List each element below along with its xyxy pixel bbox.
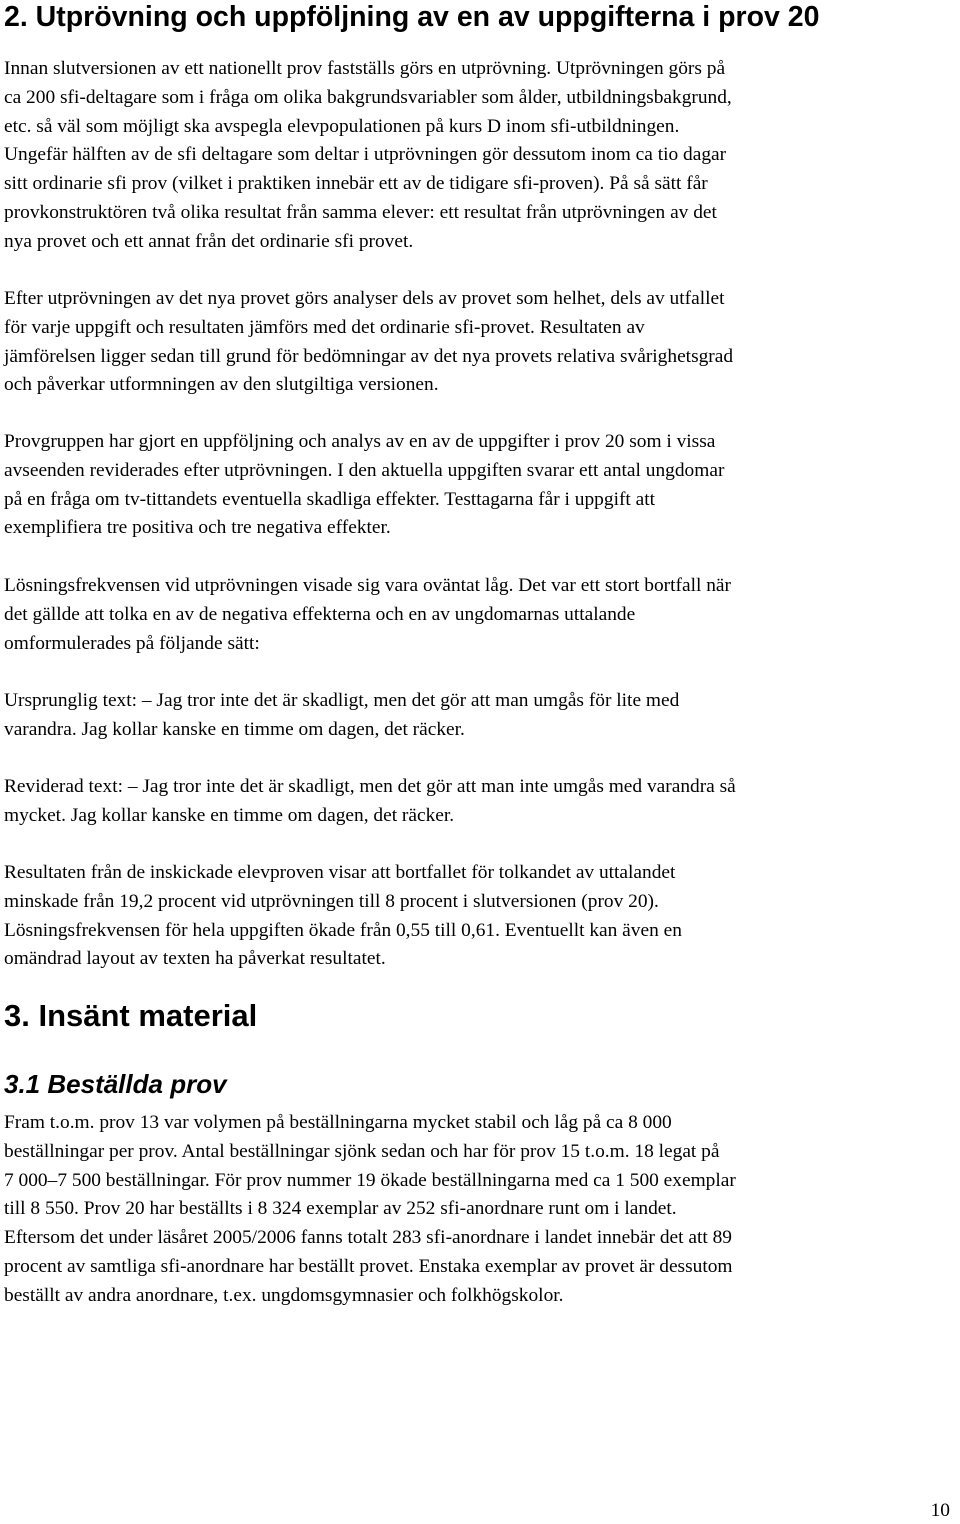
text-line: Innan slutversionen av ett nationellt prov fastställs görs en utprövning. Utprövningen görs på bbox=[4, 58, 726, 79]
text-line: omändrad layout av texten ha påverkat resultatet. bbox=[4, 948, 386, 970]
text-line: avseenden reviderades efter utprövningen. I den aktuella uppgiften svarar ett antal ungdomar bbox=[4, 459, 725, 481]
text-line: Eftersom det under läsåret 2005/2006 fanns totalt 283 sfi-anordnare i landet innebär det att 89 bbox=[4, 1227, 733, 1249]
text-line: mycket. Jag kollar kanske en timme om dagen, det räcker. bbox=[4, 804, 455, 826]
section-3-heading: 3. Insänt material bbox=[4, 998, 258, 1033]
section-2-heading: 2. Utprövning och uppföljning av en av uppgifterna i prov 20 bbox=[4, 1, 820, 33]
text-line: beställt av andra anordnare, t.ex. ungdomsgymnasier och folkhögskolor. bbox=[4, 1284, 564, 1306]
text-line: för varje uppgift och resultaten jämförs med det ordinarie sfi-provet. Resultaten av bbox=[4, 316, 645, 338]
text-line: på en fråga om tv-tittandets eventuella skadliga effekter. Testtagarna får i uppgift att bbox=[4, 488, 656, 510]
text-line: det gällde att tolka en av de negativa effekterna och en av ungdomarnas uttalande bbox=[4, 603, 636, 625]
section-3-1-heading: 3.1 Beställda prov bbox=[4, 1069, 227, 1099]
text-line: Reviderad text: – Jag tror inte det är skadligt, men det gör att man inte umgås med varandra så bbox=[4, 776, 736, 797]
text-line: ca 200 sfi-deltagare som i fråga om olika bakgrundsvariabler som ålder, utbildningsbakgrund, bbox=[4, 86, 732, 108]
text-line: Lösningsfrekvensen för hela uppgiften ökade från 0,55 till 0,61. Eventuellt kan även en bbox=[4, 919, 682, 941]
text-line: minskade från 19,2 procent vid utprövningen till 8 procent i slutversionen (prov 20). bbox=[4, 890, 659, 912]
text-line: 7 000–7 500 beställningar. För prov nummer 19 ökade beställningarna med ca 1 500 exemplar bbox=[4, 1169, 736, 1191]
text-line: Provgruppen har gjort en uppföljning och analys av en av de uppgifter i prov 20 som i vissa bbox=[4, 431, 716, 452]
revised-text-quote bbox=[4, 773, 954, 831]
section-2-paragraph-7 bbox=[4, 859, 954, 974]
section-2-paragraph-2 bbox=[4, 285, 954, 400]
original-text-quote bbox=[4, 687, 954, 745]
text-line: provkonstruktören två olika resultat från samma elever: ett resultat från utprövningen av det bbox=[4, 201, 717, 223]
text-line: nya provet och ett annat från det ordinarie sfi provet. bbox=[4, 230, 414, 252]
text-line: exemplifiera tre positiva och tre negativa effekter. bbox=[4, 517, 391, 539]
text-line: varandra. Jag kollar kanske en timme om dagen, det räcker. bbox=[4, 718, 465, 740]
text-line: Fram t.o.m. prov 13 var volymen på beställningarna mycket stabil och låg på ca 8 000 bbox=[4, 1112, 672, 1133]
text-line: beställningar per prov. Antal beställningar sjönk sedan och har för prov 15 t.o.m. 18 legat på bbox=[4, 1140, 720, 1162]
text-line: omformulerades på följande sätt: bbox=[4, 632, 260, 654]
section-2-paragraph-3 bbox=[4, 428, 954, 543]
text-line: Efter utprövningen av det nya provet görs analyser dels av provet som helhet, dels av utfallet bbox=[4, 288, 725, 309]
text-line: Ursprunglig text: – Jag tror inte det är skadligt, men det gör att man umgås för lite med bbox=[4, 690, 680, 711]
text-line: procent av samtliga sfi-anordnare har beställt provet. Enstaka exemplar av provet är dessutom bbox=[4, 1255, 733, 1277]
section-2-paragraph-4 bbox=[4, 572, 954, 658]
text-line: Resultaten från de inskickade elevproven visar att bortfallet för tolkandet av uttalandet bbox=[4, 862, 676, 883]
section-2-paragraph-1 bbox=[4, 55, 954, 257]
page-number: 10 bbox=[930, 1500, 950, 1521]
text-line: etc. så väl som möjligt ska avspegla elevpopulationen på kurs D inom sfi-utbildningen. bbox=[4, 115, 680, 137]
text-line: Ungefär hälften av de sfi deltagare som deltar i utprövningen gör dessutom inom ca tio dagar bbox=[4, 144, 727, 166]
text-line: jämförelsen ligger sedan till grund för bedömningar av det nya provets relativa svårighetsgrad bbox=[4, 345, 734, 367]
text-line: Lösningsfrekvensen vid utprövningen visade sig vara oväntat låg. Det var ett stort bortfall när bbox=[4, 575, 731, 596]
text-line: till 8 550. Prov 20 har beställts i 8 324 exemplar av 252 sfi-anordnare runt om i landet. bbox=[4, 1198, 677, 1220]
section-3-1-paragraph bbox=[4, 1109, 954, 1311]
text-line: och påverkar utformningen av den slutgiltiga versionen. bbox=[4, 374, 439, 396]
text-line: sitt ordinarie sfi prov (vilket i praktiken innebär ett av de tidigare sfi-proven). På så sätt får bbox=[4, 173, 708, 195]
